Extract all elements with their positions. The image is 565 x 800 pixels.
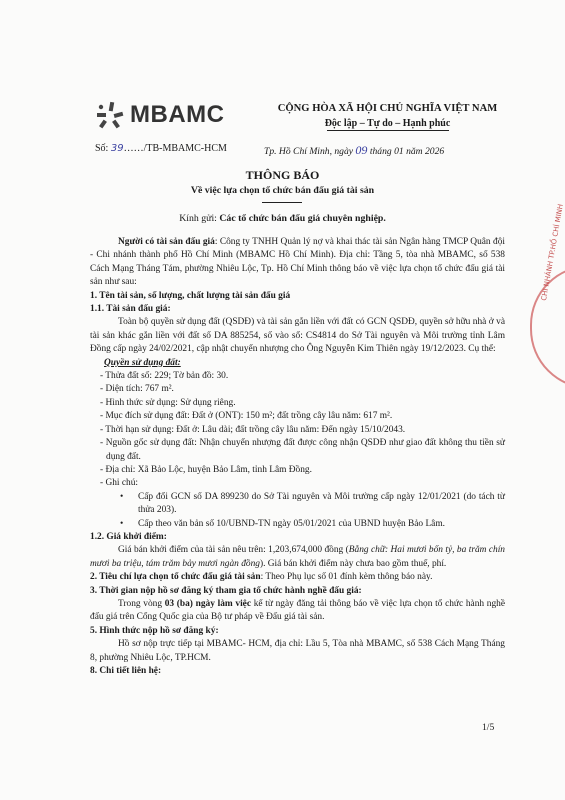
land-rights-label: Quyền sử dụng đất:	[104, 357, 181, 368]
docno-prefix: Số:	[95, 143, 111, 154]
section-3-text-b: kể từ ngày đăng tải thông báo về việc lựa chọn tổ chức hành nghề đấu giá trên Cổng Quốc gia của Bộ tư pháp về Đấu giá tài sản.	[90, 598, 505, 623]
nation-motto: Độc lập – Tự do – Hạnh phúc	[324, 118, 451, 129]
price-text-b: ). Giá bán khởi điểm này chưa bao gồm thuế, phí.	[259, 558, 447, 569]
section-3-text-a: Trong vòng	[118, 598, 165, 609]
motto-underline	[327, 130, 449, 131]
date-day-handwritten: 09	[355, 143, 368, 157]
section-2-text: : Theo Phụ lục số 01 đính kèm thông báo này.	[260, 572, 433, 583]
section-2	[90, 571, 505, 584]
document-title: THÔNG BÁO	[245, 168, 320, 182]
page-number: 1/5	[482, 722, 495, 733]
place-prefix: Tp. Hồ Chí Minh, ngày	[264, 146, 356, 157]
intro-text: : Công ty TNHH Quản lý nợ và khai thác tài sản Ngân hàng TMCP Quân đội - Chi nhánh thành phố Hồ Chí Minh (MBAMC Hồ Chí Minh). Địa chỉ: Tầng 5, tòa nhà MBAMC, số 538 Cách Mạng Tháng Tám, phường Nhiêu Lộc, Tp. Hồ Chí Minh thông báo về việc lựa chọn tổ chức đấu giá tài sản như sau:	[90, 237, 506, 288]
list-item: - Thửa đất số: 229; Tờ bản đồ: 30.	[100, 371, 229, 382]
docno-handwritten: 39	[110, 143, 124, 154]
list-item: - Ghi chú:	[100, 478, 139, 489]
document-body	[90, 236, 505, 678]
intro-paragraph	[90, 236, 505, 290]
section-1-heading: 1. Tên tài sản, số lượng, chất lượng tài sản đấu giá	[90, 290, 291, 301]
price-text-a: Giá bán khởi điểm của tài sản nêu trên: 1,203,674,000 đồng (	[118, 545, 349, 556]
section-3-heading: 3. Thời gian nộp hồ sơ đăng ký tham gia tổ chức hành nghề đấu giá:	[90, 585, 362, 596]
recipient-prefix: Kính gửi:	[179, 213, 220, 224]
section-5-heading: 8. Chi tiết liên hệ:	[90, 666, 162, 676]
logo-text: MBAMC	[130, 101, 225, 128]
section-1-2-heading: 1.2. Giá khởi điểm:	[90, 531, 167, 542]
list-item: - Mục đích sử dụng đất: Đất ở (ONT): 150 m²; đất trồng cây lâu năm: 617 m².	[100, 411, 393, 422]
seal-text: CHI NHÁNH TP.HỒ CHÍ MINH	[540, 203, 565, 302]
list-item: - Diện tích: 767 m².	[100, 384, 174, 395]
list-item: - Hình thức sử dụng: Sử dụng riêng.	[100, 397, 236, 408]
section-3-deadline: 03 (ba) ngày làm việc	[164, 598, 251, 609]
nation-name: CỘNG HÒA XÃ HỘI CHỦ NGHĨA VIỆT NAM	[277, 103, 498, 114]
subtitle-underline	[262, 202, 302, 203]
document-number	[95, 143, 227, 154]
section-4-text: Hồ sơ nộp trực tiếp tại MBAMC- HCM, địa chỉ: Lầu 5, Tòa nhà MBAMC, số 538 Cách Mạng Tháng 8, phường Nhiêu Lộc, TP.HCM.	[90, 639, 505, 663]
docno-suffix: ……/TB-MBAMC-HCM	[123, 143, 227, 154]
recipient-name: Các tổ chức bán đấu giá chuyên nghiệp.	[219, 213, 386, 224]
national-motto	[275, 103, 500, 131]
section-1-1-text: Toàn bộ quyền sử dụng đất (QSDĐ) và tài sản gắn liền với đất có GCN QSDĐ, quyền sở hữu nhà ở và tài sản khác gắn liền với đất số DA 885254, số vào sổ: CS4814 do Sở Tài nguyên và Môi trường tỉnh Lâm Đồng cấp ngày 24/02/2021, cập nhật chuyển nhượng cho Ông Nguyễn Kim Thiên ngày 19/12/2023. Cụ thể:	[90, 317, 505, 355]
place-suffix: tháng 01 năm 2026	[367, 146, 445, 157]
recipient-line	[0, 213, 565, 224]
section-4-heading: 5. Hình thức nộp hồ sơ đăng ký:	[90, 625, 219, 636]
section-3-text	[90, 598, 505, 625]
mbamc-star-icon	[93, 100, 127, 130]
section-1-1-heading: 1.1. Tài sản đấu giá:	[90, 304, 171, 315]
land-rights-heading	[90, 357, 505, 370]
note-bullet: • Cấp đổi GCN số DA 899230 do Sở Tài nguyên và Môi trường cấp ngày 12/01/2021 (do tách từ thửa 203).	[90, 491, 505, 518]
note-bullet: • Cấp theo văn bản số 10/UBND-TN ngày 05/01/2021 của UBND huyện Bảo Lâm.	[90, 518, 505, 531]
list-item: - Nguồn gốc sử dụng đất: Nhận chuyển nhượng đất được công nhận QSDĐ như giao đất không thu tiền sử dụng đất.	[100, 438, 505, 462]
list-item: - Địa chỉ: Xã Bảo Lộc, huyện Bảo Lâm, tỉnh Lâm Đồng.	[100, 464, 312, 475]
company-logo	[93, 100, 224, 130]
price-in-words: Bằng chữ: Hai mươi bốn tỷ, ba trăm chín mươi ba triệu, tám trăm bảy mươi ngàn đồng	[90, 545, 505, 569]
intro-label: Người có tài sản đấu giá	[118, 237, 215, 247]
document-subtitle: Về việc lựa chọn tổ chức bán đấu giá tài sản	[190, 185, 375, 196]
section-2-heading: 2. Tiêu chí lựa chọn tổ chức đấu giá tài sản	[90, 572, 261, 583]
list-item: - Thời hạn sử dụng: Đất ở: Lâu dài; đất trồng cây lâu năm: Đến ngày 15/10/2043.	[100, 424, 406, 435]
section-1-2-text	[90, 544, 505, 571]
place-date	[264, 143, 444, 158]
